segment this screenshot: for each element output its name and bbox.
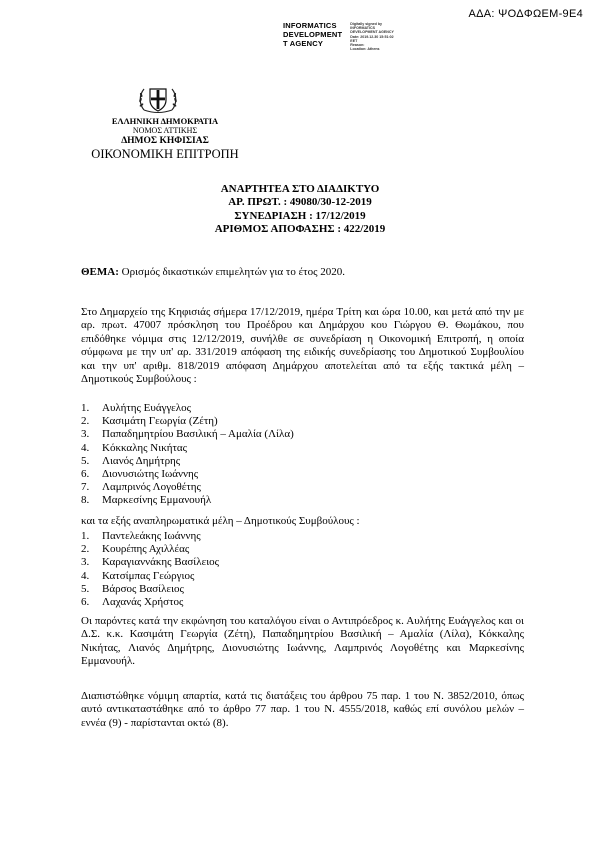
item-number: 3. xyxy=(81,428,90,441)
signature-details xyxy=(350,21,412,51)
signature-detail-line: EET xyxy=(350,38,358,43)
intro-paragraph: Στο Δημαρχείο της Κηφισιάς σήμερα 17/12/2019, ημέρα Τρίτη και ώρα 10.00, και μετά από την με αρ. πρωτ. 47007 πρόσκληση του Προέδρου και Δημάρχου κου Γιώργου Θ. Θωμάκου, που επιδόθηκε νόμιμα στις 12/12/2019, συνήλθε σε συνεδρίαση η Οικονομική Επιτροπή, η οποία σύμφωνα με την υπ' αρ. 331/2019 απόφαση της ειδικής συνεδρίασης του Δημοτικού Συμβουλίου και την υπ' αριθμ. 818/2019 απόφαση Δημάρχου αποτελείται από τα εξής τακτικά μέλη – Δημοτικούς Συμβούλους : xyxy=(81,306,524,386)
member-name: Διονυσιώτης Ιωάννης xyxy=(102,468,199,481)
list-item xyxy=(81,570,219,583)
protocol-number: ΑΡ. ΠΡΩΤ. : 49080/30-12-2019 xyxy=(228,196,372,209)
municipality-name: ΔΗΜΟΣ ΚΗΦΙΣΙΑΣ xyxy=(121,136,209,146)
item-number: 5. xyxy=(81,582,90,595)
item-number: 7. xyxy=(81,481,90,494)
member-name: Λιανός Δημήτρης xyxy=(102,454,181,467)
subject-label: ΘΕΜΑ: xyxy=(81,266,119,278)
list-item xyxy=(81,455,294,468)
item-number: 8. xyxy=(81,494,90,507)
signer-line: T AGENCY xyxy=(283,39,324,48)
member-name: Παπαδημητρίου Βασιλική – Αμαλία (Λίλα) xyxy=(102,428,294,441)
item-number: 6. xyxy=(81,596,90,609)
list-item xyxy=(81,428,294,441)
prefecture-name: ΝΟΜΟΣ ΑΤΤΙΚΗΣ xyxy=(132,126,198,135)
item-number: 3. xyxy=(81,556,90,569)
signer-line: DEVELOPMENT xyxy=(283,30,343,39)
list-item xyxy=(81,543,219,556)
item-number: 4. xyxy=(81,441,90,454)
list-item xyxy=(81,556,219,569)
signature-detail-line: Location: Athens xyxy=(350,47,380,52)
regular-members-list xyxy=(81,402,294,508)
member-name: Κουρέπης Αχιλλέας xyxy=(102,543,190,556)
publication-notice: ΑΝΑΡΤΗΤΕΑ ΣΤΟ ΔΙΑΔΙΚΤΥΟ xyxy=(220,183,380,195)
member-name: Κασιμάτη Γεωργία (Ζέτη) xyxy=(102,415,218,428)
country-name: ΕΛΛΗΝΙΚΗ ΔΗΜΟΚΡΑΤΙΑ xyxy=(111,116,219,126)
item-number: 5. xyxy=(81,454,90,467)
ada-code: ΑΔΑ: ΨΟΔΦΩΕΜ-9Ε4 xyxy=(468,8,583,20)
document-heading xyxy=(150,183,450,236)
signer-line: INFORMATICS xyxy=(283,21,337,30)
member-name: Παντελεάκης Ιωάννης xyxy=(102,530,201,542)
list-item xyxy=(81,530,219,543)
list-item xyxy=(81,494,294,507)
item-number: 1. xyxy=(81,402,90,414)
member-name: Μαρκεσίνης Εμμανουήλ xyxy=(102,494,212,507)
coat-of-arms-icon xyxy=(136,84,180,114)
subject-line xyxy=(81,265,541,279)
session-date: ΣΥΝΕΔΡΙΑΣΗ : 17/12/2019 xyxy=(234,209,366,222)
item-number: 6. xyxy=(81,468,90,481)
signature-detail-line: Digitally signed by xyxy=(350,22,383,26)
signature-detail-line: Reason: xyxy=(350,43,365,48)
attendance-paragraph: Οι παρόντες κατά την εκφώνηση του καταλόγου είναι ο Αντιπρόεδρος κ. Αυλήτης Ευάγγελος και οι Δ.Σ. κ.κ. Κασιμάτη Γεωργία (Ζέτη), Παπαδημητρίου Βασιλική – Αμαλία (Λίλα), Κόκκαλης Νικήτας, Λιανός Δημήτρης, Διονυσιώτης Ιωάννης, Λαμπρινός Λογοθέτης και Μαρκεσίνης Εμμανουήλ. xyxy=(81,615,524,668)
digital-signature-stamp xyxy=(283,21,412,51)
item-number: 1. xyxy=(81,530,90,542)
member-name: Κατσίμπας Γεώργιος xyxy=(102,569,195,582)
item-number: 4. xyxy=(81,569,90,582)
list-item xyxy=(81,415,294,428)
member-name: Αυλήτης Ευάγγελος xyxy=(102,402,191,414)
committee-name: ΟΙΚΟΝΟΜΙΚΗ ΕΠΙΤΡΟΠΗ xyxy=(91,147,239,161)
decision-number: ΑΡΙΘΜΟΣ ΑΠΟΦΑΣΗΣ : 422/2019 xyxy=(214,222,386,235)
list-item xyxy=(81,442,294,455)
member-name: Κόκκαλης Νικήτας xyxy=(102,441,188,454)
member-name: Λαμπρινός Λογοθέτης xyxy=(102,481,201,494)
issuing-authority xyxy=(80,116,250,161)
list-item xyxy=(81,596,219,609)
substitute-members-list xyxy=(81,530,219,609)
member-name: Καραγιαννάκης Βασίλειος xyxy=(102,556,220,569)
list-item xyxy=(81,583,219,596)
signature-detail-line: INFORMATICS xyxy=(350,26,375,31)
list-item xyxy=(81,481,294,494)
subject-text: Ορισμός δικαστικών επιμελητών για το έτος 2020. xyxy=(118,266,345,278)
item-number: 2. xyxy=(81,415,90,428)
signature-detail-line: DEVELOPMENT AGENCY xyxy=(350,30,394,35)
signature-detail-line: Date: 2019.12.30 15:51:02 xyxy=(350,34,394,39)
substitute-members-intro: και τα εξής αναπληρωματικά μέλη – Δημοτικούς Συμβούλους : xyxy=(81,515,360,527)
item-number: 2. xyxy=(81,543,90,556)
list-item xyxy=(81,468,294,481)
list-item xyxy=(81,402,294,415)
signer-name xyxy=(283,21,342,51)
quorum-paragraph: Διαπιστώθηκε νόμιμη απαρτία, κατά τις διατάξεις του άρθρου 75 παρ. 1 του Ν. 3852/2010, όπως αυτό αντικαταστάθηκε από το άρθρο 77 παρ. 1 του Ν. 4555/2018, καθώς επί συνόλου μελών – εννέα (9) - παρίστανται οκτώ (8). xyxy=(81,690,524,729)
member-name: Βάρσος Βασίλειος xyxy=(102,582,184,595)
member-name: Λαχανάς Χρήστος xyxy=(102,596,184,609)
